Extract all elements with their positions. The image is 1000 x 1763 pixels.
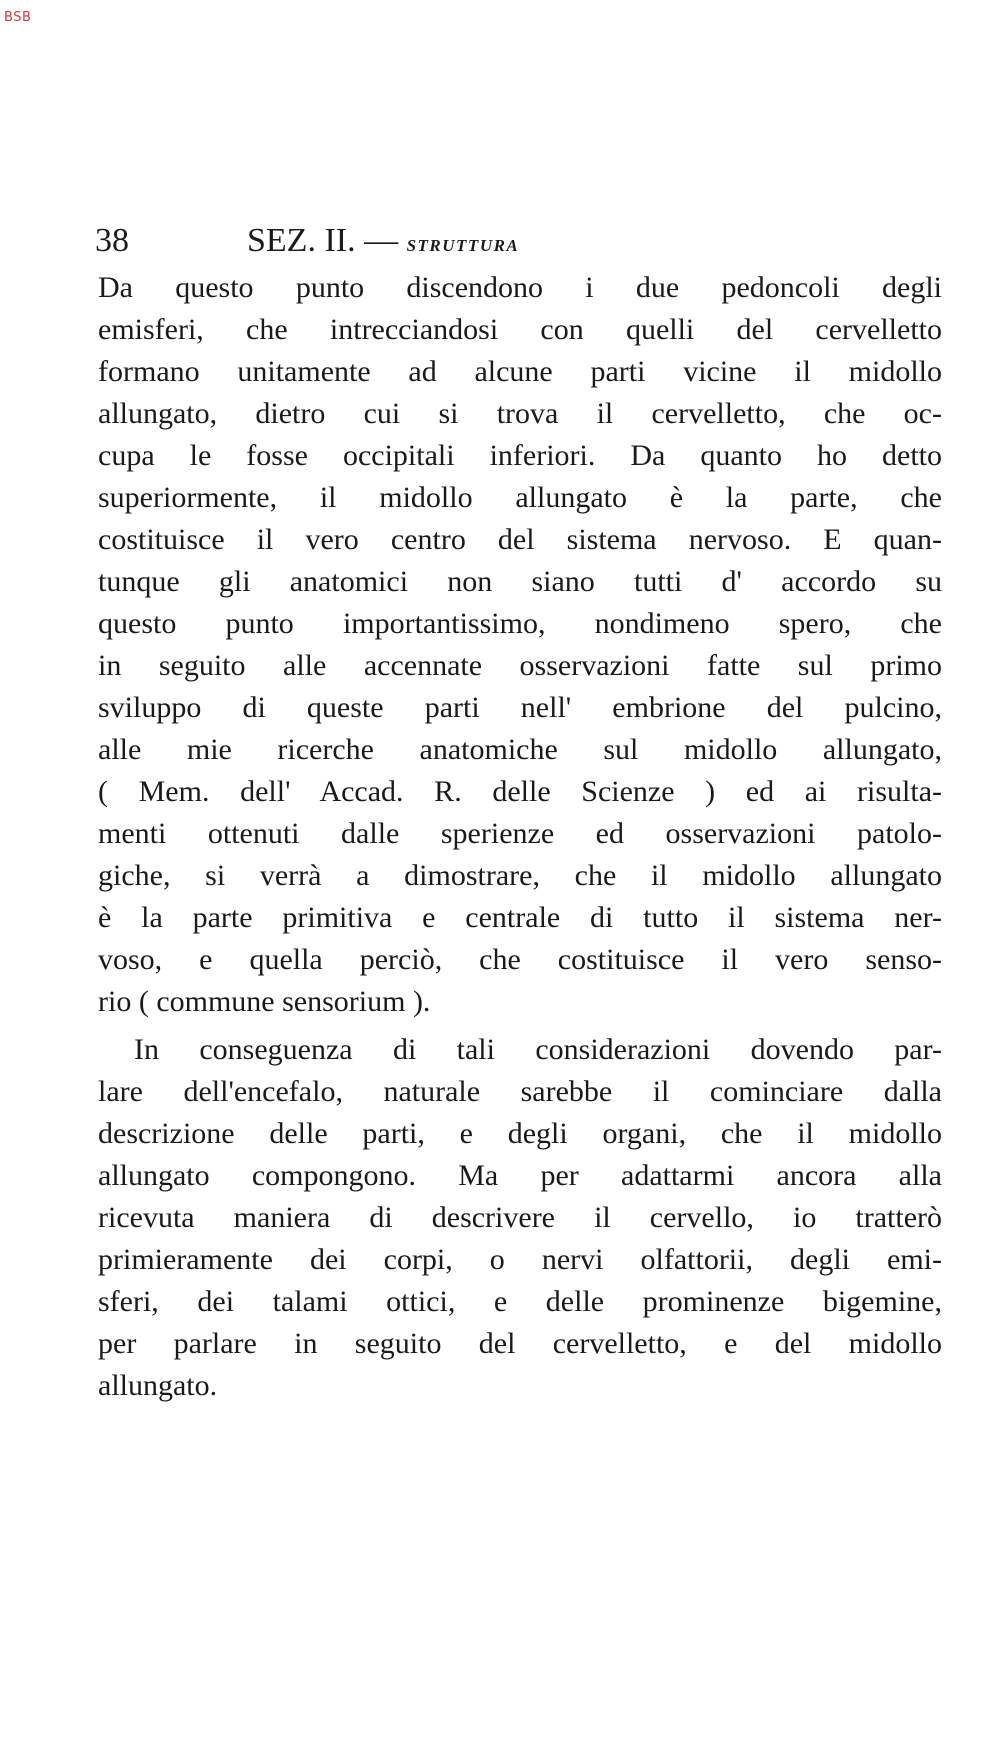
text-line: superiormente, il midollo allungato è la parte, che	[98, 481, 942, 514]
text-line: è la parte primitiva e centrale di tutto il sistema ner-	[98, 901, 942, 934]
library-watermark: BSB	[4, 10, 32, 25]
text-line: lare dell'encefalo, naturale sarebbe il cominciare dalla	[98, 1075, 942, 1108]
text-line: allungato, dietro cui si trova il cervelletto, che oc-	[98, 397, 942, 430]
text-line: per parlare in seguito del cervelletto, e del midollo	[98, 1327, 942, 1360]
text-line: sviluppo di queste parti nell' embrione del pulcino,	[98, 691, 942, 724]
text-line: allungato compongono. Ma per adattarmi ancora alla	[98, 1159, 942, 1192]
text-line: primieramente dei corpi, o nervi olfattorii, degli emi-	[98, 1243, 942, 1276]
running-title: STRUTTURA	[406, 236, 520, 255]
text-line: ( Mem. dell' Accad. R. delle Scienze ) ed ai risulta-	[98, 775, 942, 808]
page-header	[95, 222, 955, 262]
text-line: Da questo punto discendono i due pedoncoli degli	[98, 271, 942, 304]
section-label: SEZ. II. —	[247, 222, 399, 259]
text-line: allungato.	[98, 1369, 218, 1402]
page-number: 38	[95, 222, 129, 259]
text-line: cupa le fosse occipitali inferiori. Da quanto ho detto	[98, 439, 942, 472]
text-line: rio ( commune sensorium ).	[98, 985, 431, 1018]
text-line: alle mie ricerche anatomiche sul midollo allungato,	[98, 733, 942, 766]
text-line: emisferi, che intrecciandosi con quelli del cervelletto	[98, 313, 942, 346]
text-line: sferi, dei talami ottici, e delle prominenze bigemine,	[98, 1285, 942, 1318]
text-line: In conseguenza di tali considerazioni dovendo par-	[134, 1033, 942, 1066]
text-line: in seguito alle accennate osservazioni fatte sul primo	[98, 649, 942, 682]
text-line: menti ottenuti dalle sperienze ed osservazioni patolo-	[98, 817, 942, 850]
text-line: voso, e quella perciò, che costituisce il vero senso-	[98, 943, 942, 976]
text-line: tunque gli anatomici non siano tutti d' accordo su	[98, 565, 942, 598]
text-line: costituisce il vero centro del sistema nervoso. E quan-	[98, 523, 942, 556]
text-line: formano unitamente ad alcune parti vicine il midollo	[98, 355, 942, 388]
text-line: giche, si verrà a dimostrare, che il midollo allungato	[98, 859, 942, 892]
text-line: questo punto importantissimo, nondimeno spero, che	[98, 607, 942, 640]
section-heading	[247, 222, 519, 260]
text-line: descrizione delle parti, e degli organi, che il midollo	[98, 1117, 942, 1150]
text-line: ricevuta maniera di descrivere il cervello, io tratterò	[98, 1201, 942, 1234]
